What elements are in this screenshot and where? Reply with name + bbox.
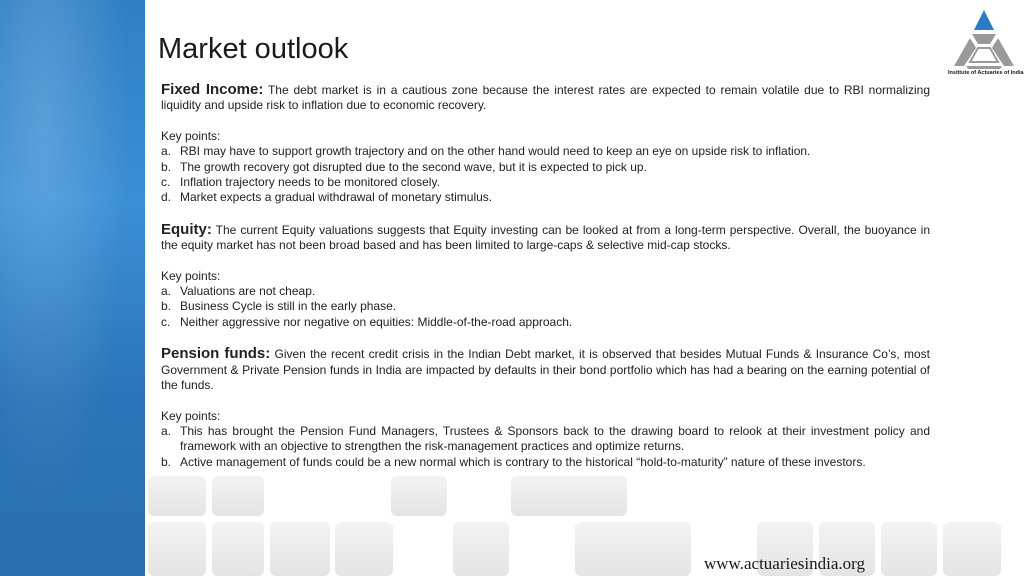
list-item <box>161 455 930 470</box>
list-item <box>161 284 930 299</box>
section-equity <box>161 222 930 330</box>
list-text: This has brought the Pension Fund Managers, Trustees & Sponsors back to the drawing board to relook at their investment policy and framework with an objective to strengthen the risk-management practices and optimize returns. <box>180 423 930 454</box>
list-item <box>161 190 930 205</box>
list-text: Inflation trajectory needs to be monitored closely. <box>180 175 440 190</box>
logo-caption: Institute of Actuaries of India <box>948 70 1024 76</box>
list-marker: b. <box>161 299 172 314</box>
footer-url: www.actuariesindia.org <box>704 554 865 573</box>
list-text: RBI may have to support growth trajectory and on the other hand would need to keep an eye on upside risk to inflation. <box>180 144 811 159</box>
list-text: The growth recovery got disrupted due to the second wave, but it is expected to pick up. <box>180 159 647 174</box>
section-text: Given the recent credit crisis in the Indian Debt market, it is observed that besides Mutual Funds & Insurance Co’s, most Government & Private Pension funds in India are impacted by defaults in their bond portfolio which has had a bearing on the earning potential of the funds. <box>161 347 930 393</box>
list-text: Neither aggressive nor negative on equities: Middle-of-the-road approach. <box>180 314 573 329</box>
list-item <box>161 175 930 190</box>
key-points-title: Key points: <box>161 408 221 423</box>
list-item <box>161 315 930 330</box>
institute-triangle-logo-icon <box>950 8 1018 70</box>
list-text: Active management of funds could be a new normal which is contrary to the historical “hold-to-maturity” nature of these investors. <box>180 454 866 469</box>
section-heading: Fixed Income: <box>161 81 264 98</box>
section-text: The current Equity valuations suggests that Equity investing can be looked at from a long-term perspective. Overall, the buoyance in the equity market has not been broad based and has been limited to large-caps & selective mid-cap stocks. <box>161 222 931 253</box>
key-points-list <box>161 144 930 206</box>
list-marker: a. <box>161 423 172 438</box>
key-points-title: Key points: <box>161 128 221 143</box>
section-lead <box>161 82 930 114</box>
list-text: Market expects a gradual withdrawal of monetary stimulus. <box>180 190 493 205</box>
list-marker: b. <box>161 454 172 469</box>
section-heading: Equity: <box>161 220 212 238</box>
section-lead <box>161 222 930 254</box>
key-points-title: Key points: <box>161 268 221 283</box>
page-title: Market outlook <box>158 33 349 65</box>
section-heading: Pension funds: <box>161 345 271 363</box>
list-item <box>161 160 930 175</box>
section-pension-funds <box>161 346 930 470</box>
list-marker: a. <box>161 144 172 159</box>
list-marker: c. <box>161 175 171 190</box>
list-marker: b. <box>161 159 172 174</box>
list-marker: a. <box>161 284 172 299</box>
key-points-list <box>161 424 930 470</box>
list-item <box>161 299 930 314</box>
list-item <box>161 144 930 159</box>
list-marker: d. <box>161 190 172 205</box>
key-points-list <box>161 284 930 330</box>
list-marker: c. <box>161 314 171 329</box>
list-text: Business Cycle is still in the early phase. <box>180 299 397 314</box>
list-text: Valuations are not cheap. <box>180 284 316 299</box>
content <box>161 82 930 486</box>
list-item <box>161 424 930 455</box>
section-fixed-income <box>161 82 930 206</box>
section-lead <box>161 346 930 393</box>
side-band <box>0 0 145 576</box>
decorative-tiles <box>145 476 1024 576</box>
section-text: The debt market is in a cautious zone because the interest rates are expected to remain volatile due to RBI normalizing liquidity and upside risk to inflation due to economic recovery. <box>161 83 930 113</box>
logo <box>948 8 1024 82</box>
